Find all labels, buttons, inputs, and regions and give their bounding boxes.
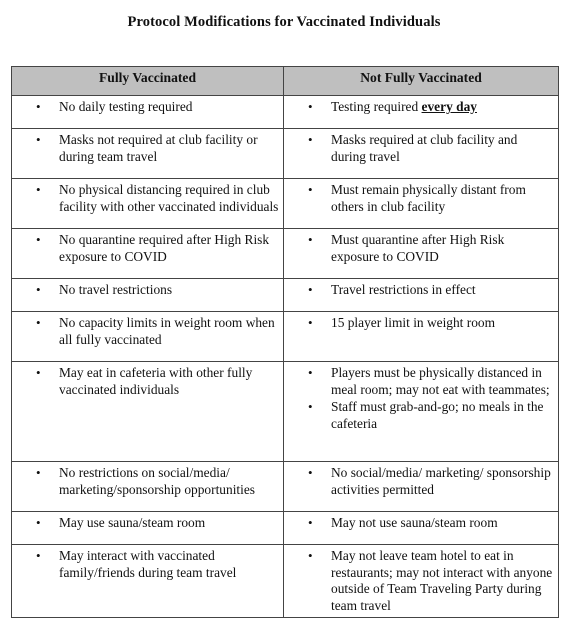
list-item xyxy=(284,282,554,299)
bullet-icon: • xyxy=(308,99,313,114)
table-row xyxy=(12,279,559,312)
cell-not-fully-vaccinated xyxy=(284,462,559,512)
item-text: Testing required xyxy=(331,99,422,114)
cell-not-fully-vaccinated xyxy=(284,229,559,279)
list-item xyxy=(284,548,554,614)
bullet-icon: • xyxy=(36,365,41,380)
list-item xyxy=(284,182,554,215)
list-item xyxy=(12,315,279,348)
table-row xyxy=(12,129,559,179)
bullet-icon: • xyxy=(36,548,41,563)
list-item xyxy=(284,465,554,498)
item-text: Must quarantine after High Risk exposure to COVID xyxy=(331,232,505,264)
list-item xyxy=(12,548,279,581)
table-row xyxy=(12,179,559,229)
item-text: May use sauna/steam room xyxy=(59,515,206,530)
bullet-icon: • xyxy=(308,132,313,147)
list-item xyxy=(284,132,554,165)
cell-not-fully-vaccinated xyxy=(284,96,559,129)
item-text: No restrictions on social/media/ marketing/sponsorship opportunities xyxy=(59,465,256,497)
cell-fully-vaccinated xyxy=(12,312,284,362)
item-text: Players must be physically distanced in meal room; may not eat with teammates; xyxy=(331,365,550,397)
list-item xyxy=(12,232,279,265)
bullet-icon: • xyxy=(308,465,313,480)
cell-fully-vaccinated xyxy=(12,129,284,179)
bullet-icon: • xyxy=(36,132,41,147)
table-row xyxy=(12,362,559,462)
item-text: May not use sauna/steam room xyxy=(331,515,498,530)
item-text: Masks required at club facility and during travel xyxy=(331,132,518,164)
bullet-icon: • xyxy=(36,515,41,530)
bullet-icon: • xyxy=(36,315,41,330)
bullet-icon: • xyxy=(36,282,41,297)
header-row xyxy=(12,67,559,96)
cell-fully-vaccinated xyxy=(12,229,284,279)
cell-not-fully-vaccinated xyxy=(284,129,559,179)
bullet-icon: • xyxy=(308,282,313,297)
document-title: Protocol Modifications for Vaccinated Individuals xyxy=(127,14,441,30)
cell-not-fully-vaccinated xyxy=(284,362,559,462)
item-text: May not leave team hotel to eat in restaurants; may not interact with anyone outside of Team Traveling Party during team travel xyxy=(331,548,553,613)
table-row xyxy=(12,312,559,362)
item-text: No quarantine required after High Risk exposure to COVID xyxy=(59,232,270,264)
item-text: 15 player limit in weight room xyxy=(331,315,496,330)
table-row xyxy=(12,229,559,279)
cell-not-fully-vaccinated xyxy=(284,312,559,362)
list-item xyxy=(12,182,279,215)
cell-not-fully-vaccinated xyxy=(284,279,559,312)
emphasis-text: every day xyxy=(421,99,477,114)
item-text: No social/media/ marketing/ sponsorship activities permitted xyxy=(331,465,551,497)
list-item xyxy=(12,465,279,498)
bullet-icon: • xyxy=(308,232,313,247)
bullet-icon: • xyxy=(36,232,41,247)
bullet-icon: • xyxy=(308,365,313,380)
bullet-icon: • xyxy=(308,515,313,530)
list-item xyxy=(12,365,279,398)
bullet-icon: • xyxy=(308,182,313,197)
list-item xyxy=(12,99,279,116)
bullet-icon: • xyxy=(36,465,41,480)
table-row xyxy=(12,545,559,618)
table-row xyxy=(12,512,559,545)
list-item xyxy=(284,399,554,432)
bullet-icon: • xyxy=(36,99,41,114)
bullet-icon: • xyxy=(308,399,313,414)
list-item xyxy=(284,315,554,332)
cell-fully-vaccinated xyxy=(12,279,284,312)
list-item xyxy=(284,365,554,398)
list-item xyxy=(284,99,554,116)
item-text: May interact with vaccinated family/friends during team travel xyxy=(59,548,237,580)
item-text: Must remain physically distant from others in club facility xyxy=(331,182,526,214)
table-row xyxy=(12,96,559,129)
cell-fully-vaccinated xyxy=(12,179,284,229)
cell-fully-vaccinated xyxy=(12,362,284,462)
header-not-fully-vaccinated: Not Fully Vaccinated xyxy=(284,67,559,96)
cell-fully-vaccinated xyxy=(12,545,284,618)
item-text: Travel restrictions in effect xyxy=(331,282,476,297)
item-text: Staff must grab-and-go; no meals in the cafeteria xyxy=(331,399,544,431)
cell-not-fully-vaccinated xyxy=(284,512,559,545)
cell-fully-vaccinated xyxy=(12,96,284,129)
item-text: No travel restrictions xyxy=(59,282,173,297)
bullet-icon: • xyxy=(36,182,41,197)
list-item xyxy=(12,515,279,532)
cell-fully-vaccinated xyxy=(12,462,284,512)
list-item xyxy=(284,232,554,265)
bullet-icon: • xyxy=(308,315,313,330)
list-item xyxy=(12,132,279,165)
cell-not-fully-vaccinated xyxy=(284,545,559,618)
cell-fully-vaccinated xyxy=(12,512,284,545)
item-text: Masks not required at club facility or during team travel xyxy=(59,132,258,164)
list-item xyxy=(12,282,279,299)
cell-not-fully-vaccinated xyxy=(284,179,559,229)
item-text: No daily testing required xyxy=(59,99,193,114)
header-fully-vaccinated: Fully Vaccinated xyxy=(12,67,284,96)
item-text: May eat in cafeteria with other fully vaccinated individuals xyxy=(59,365,253,397)
item-text: No physical distancing required in club facility with other vaccinated individuals xyxy=(59,182,279,214)
bullet-icon: • xyxy=(308,548,313,563)
protocol-table xyxy=(11,66,559,618)
table-row xyxy=(12,462,559,512)
list-item xyxy=(284,515,554,532)
item-text: No capacity limits in weight room when all fully vaccinated xyxy=(59,315,275,347)
